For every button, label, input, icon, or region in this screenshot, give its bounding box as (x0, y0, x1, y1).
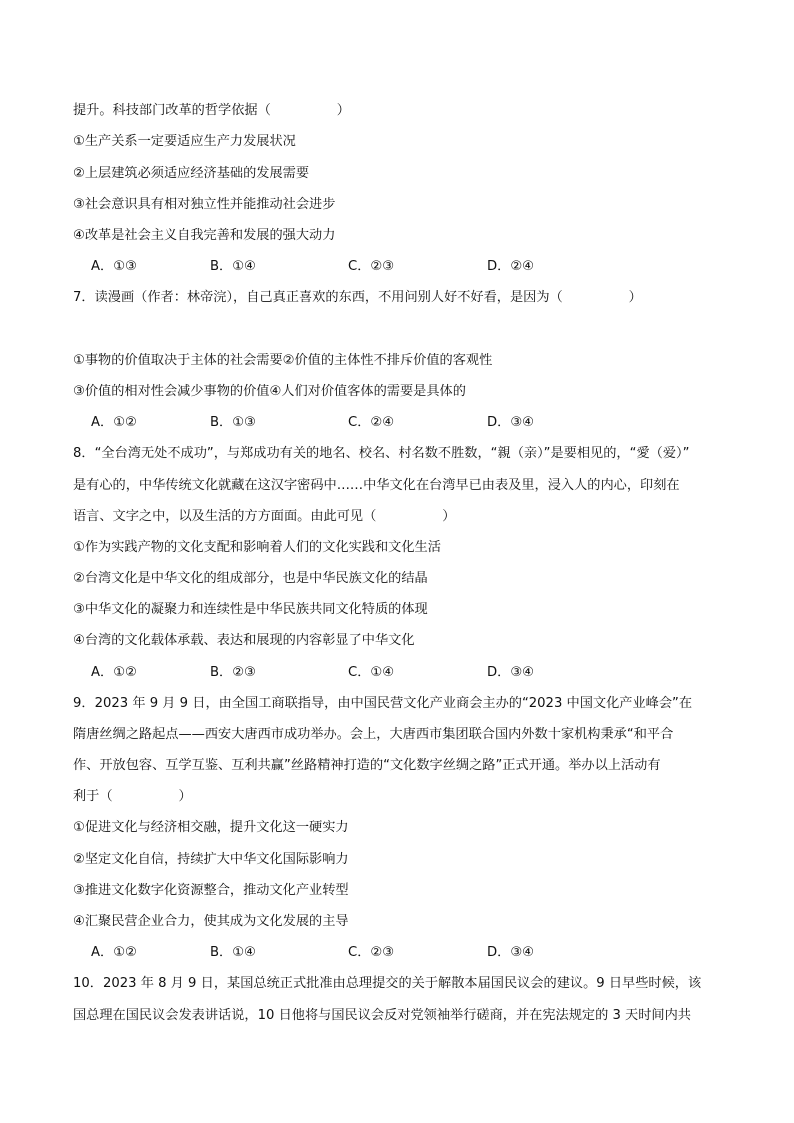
q6-option-d: D．②④ (487, 259, 534, 274)
q8-options (0, 666, 794, 682)
q7-options (0, 416, 794, 432)
q9-statement-4: ④汇聚民营企业合力，使其成为文化发展的主导 (73, 914, 349, 929)
q8-option-a: A．①② (91, 665, 137, 680)
q9-stem-line-4: 利于（ ） (73, 789, 192, 804)
q8-statement-2: ②台湾文化是中华文化的组成部分，也是中华民族文化的结晶 (73, 571, 428, 586)
q7-statement-1: ①事物的价值取决于主体的社会需要②价值的主体性不排斥价值的客观性 (73, 353, 493, 368)
q8-stem-line-1: 8．“全台湾无处不成功”，与郑成功有关的地名、校名、村名数不胜数，“親（亲）”是要相见的，“愛（爱）” (73, 446, 690, 461)
q10-stem-line-1: 10．2023 年 8 月 9 日，某国总统正式批准由总理提交的关于解散本届国民议会的建议。9 日早些时候，该 (73, 976, 702, 991)
q7-option-d: D．③④ (487, 415, 534, 430)
q9-stem-line-1: 9．2023 年 9 月 9 日，由全国工商联指导，由中国民营文化产业商会主办的“2023 中国文化产业峰会”在 (73, 696, 693, 711)
q6-statement-3: ③社会意识具有相对独立性并能推动社会进步 (73, 197, 336, 212)
q9-stem-line-3: 作、开放包容、互学互鉴、互利共赢”丝路精神打造的“文化数字丝绸之路”正式开通。举办以上活动有 (73, 758, 661, 773)
q8-option-c: C．①④ (348, 665, 395, 680)
q9-option-c: C．②③ (348, 945, 395, 960)
q9-option-a: A．①② (91, 945, 137, 960)
q8-statement-4: ④台湾的文化载体承载、表达和展现的内容彰显了中华文化 (73, 633, 415, 648)
q7-stem: 7．读漫画（作者：林帝浣），自己真正喜欢的东西，不用问别人好不好看，是因为（ ） (73, 290, 642, 305)
q6-statement-4: ④改革是社会主义自我完善和发展的强大动力 (73, 228, 336, 243)
q7-statement-2: ③价值的相对性会减少事物的价值④人们对价值客体的需要是具体的 (73, 384, 466, 399)
q6-stem-tail: 提升。科技部门改革的哲学依据（ ） (73, 103, 350, 118)
q6-option-c: C．②③ (348, 259, 395, 274)
q9-stem-line-2: 隋唐丝绸之路起点——西安大唐西市成功举办。会上，大唐西市集团联合国内外数十家机构秉承“和平合 (73, 727, 674, 742)
q6-options (0, 260, 794, 276)
q9-option-d: D．③④ (487, 945, 534, 960)
q10-stem-line-2: 国总理在国民议会发表讲话说，10 日他将与国民议会反对党领袖举行磋商，并在宪法规定的 3 天时间内共 (73, 1008, 691, 1023)
q8-statement-3: ③中华文化的凝聚力和连续性是中华民族共同文化特质的体现 (73, 602, 428, 617)
q7-option-c: C．②④ (348, 415, 395, 430)
q6-option-b: B．①④ (210, 259, 256, 274)
q7-option-b: B．①③ (210, 415, 256, 430)
q8-stem-line-3: 语言、文字之中，以及生活的方方面面。由此可见（ ） (73, 509, 456, 524)
q8-stem-line-2: 是有心的，中华传统文化就藏在这汉字密码中……中华文化在台湾早已由表及里，浸入人的内心，印刻在 (73, 478, 680, 493)
q7-option-a: A．①② (91, 415, 137, 430)
q9-options (0, 946, 794, 962)
q9-statement-1: ①促进文化与经济相交融，提升文化这一硬实力 (73, 820, 349, 835)
q9-statement-2: ②坚定文化自信，持续扩大中华文化国际影响力 (73, 852, 349, 867)
q6-statement-2: ②上层建筑必须适应经济基础的发展需要 (73, 166, 310, 181)
q8-option-b: B．②③ (210, 665, 256, 680)
q9-option-b: B．①④ (210, 945, 256, 960)
q6-statement-1: ①生产关系一定要适应生产力发展状况 (73, 134, 296, 149)
q8-statement-1: ①作为实践产物的文化支配和影响着人们的文化实践和文化生活 (73, 540, 441, 555)
q6-option-a: A．①③ (91, 259, 137, 274)
q9-statement-3: ③推进文化数字化资源整合，推动文化产业转型 (73, 883, 349, 898)
q8-option-d: D．③④ (487, 665, 534, 680)
